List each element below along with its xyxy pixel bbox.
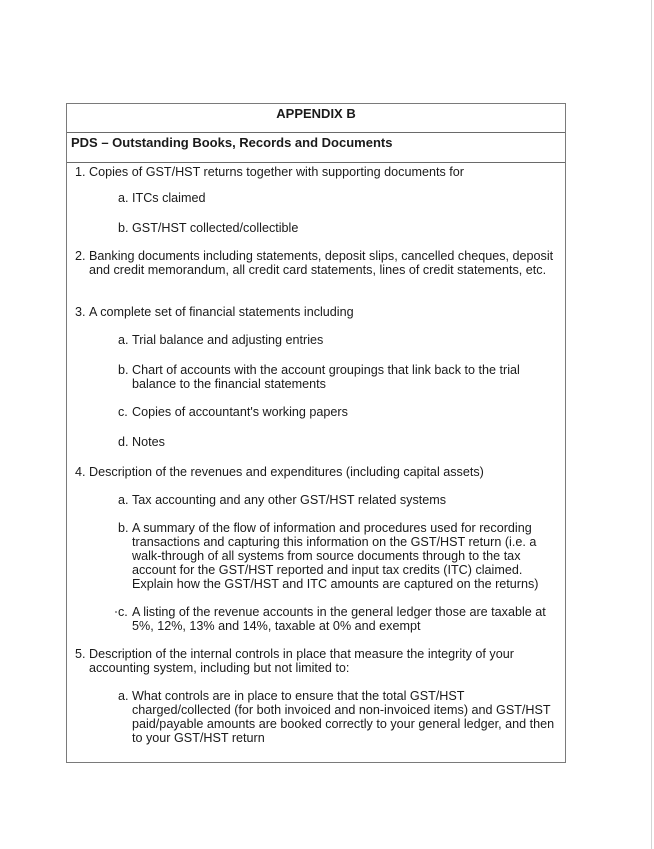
sub-item-text: ITCs claimed bbox=[132, 191, 206, 205]
sub-item-marker: c. bbox=[118, 605, 128, 619]
sub-item-text: GST/HST collected/collectible bbox=[132, 221, 299, 235]
sub-item-1b bbox=[67, 221, 565, 235]
list-item-1 bbox=[67, 165, 565, 179]
item-text: Description of the internal controls in place that measure the integrity of your accounting system, including but not limited to: bbox=[89, 647, 514, 675]
item-text: A complete set of financial statements including bbox=[89, 305, 354, 319]
appendix-table bbox=[66, 103, 566, 763]
sub-item-3a bbox=[67, 333, 565, 347]
sub-item-text: A listing of the revenue accounts in the general ledger those are taxable at 5%, 12%, 13% and 14%, taxable at 0% and exempt bbox=[132, 605, 546, 633]
sub-item-4b bbox=[67, 521, 565, 591]
sub-item-4c bbox=[67, 605, 565, 633]
sub-item-3b bbox=[67, 363, 565, 391]
sub-item-marker: b. bbox=[118, 521, 129, 535]
sub-item-3d bbox=[67, 435, 565, 449]
sub-item-marker: d. bbox=[118, 435, 129, 449]
sub-item-text: Copies of accountant's working papers bbox=[132, 405, 348, 419]
list-item-5 bbox=[67, 647, 565, 675]
item-marker: 1. bbox=[75, 165, 86, 179]
sub-item-marker: a. bbox=[118, 191, 129, 205]
sub-item-marker: a. bbox=[118, 689, 129, 703]
sub-item-text: Trial balance and adjusting entries bbox=[132, 333, 324, 347]
item-marker: 3. bbox=[75, 305, 86, 319]
appendix-heading: APPENDIX B bbox=[67, 104, 565, 133]
item-text: Copies of GST/HST returns together with supporting documents for bbox=[89, 165, 464, 179]
sub-item-text: Chart of accounts with the account groupings that link back to the trial balance to the financial statements bbox=[132, 363, 520, 391]
page-edge-line bbox=[651, 0, 652, 849]
sub-item-text: Notes bbox=[132, 435, 165, 449]
sub-item-1a bbox=[67, 191, 565, 205]
sub-item-5a bbox=[67, 689, 565, 745]
sub-item-marker: a. bbox=[118, 333, 129, 347]
sub-item-4a bbox=[67, 493, 565, 507]
item-marker: 4. bbox=[75, 465, 86, 479]
item-text: Banking documents including statements, deposit slips, cancelled cheques, deposit and credit memorandum, all credit card statements, lines of credit statements, etc. bbox=[89, 249, 554, 277]
sub-item-text: What controls are in place to ensure that the total GST/HST charged/collected (for both invoiced and non-invoiced items) and GST/HST paid/payable amounts are booked correctly to your general ledger, and then to your GST/HST return bbox=[132, 689, 555, 745]
item-marker: 5. bbox=[75, 647, 86, 661]
list-item-3 bbox=[67, 305, 565, 319]
item-text: Description of the revenues and expenditures (including capital assets) bbox=[89, 465, 484, 479]
sub-item-marker: b. bbox=[118, 363, 129, 377]
list-item-2 bbox=[67, 249, 565, 277]
sub-item-marker: a. bbox=[118, 493, 129, 507]
sub-item-text: A summary of the flow of information and procedures used for recording transactions and capturing this information on the GST/HST return (i.e. a walk-through of all systems from source documents through to the tax account for the GST/HST reported and input tax credits (ITC) claimed. Explain how the GST/HST and ITC amounts are captured on the returns) bbox=[132, 521, 539, 591]
list-item-4 bbox=[67, 465, 565, 479]
section-title: PDS – Outstanding Books, Records and Documents bbox=[67, 133, 565, 163]
sub-item-text: Tax accounting and any other GST/HST related systems bbox=[132, 493, 447, 507]
sub-item-3c bbox=[67, 405, 565, 419]
item-marker: 2. bbox=[75, 249, 86, 263]
sub-item-marker: c. bbox=[118, 405, 128, 419]
sub-item-marker: b. bbox=[118, 221, 129, 235]
